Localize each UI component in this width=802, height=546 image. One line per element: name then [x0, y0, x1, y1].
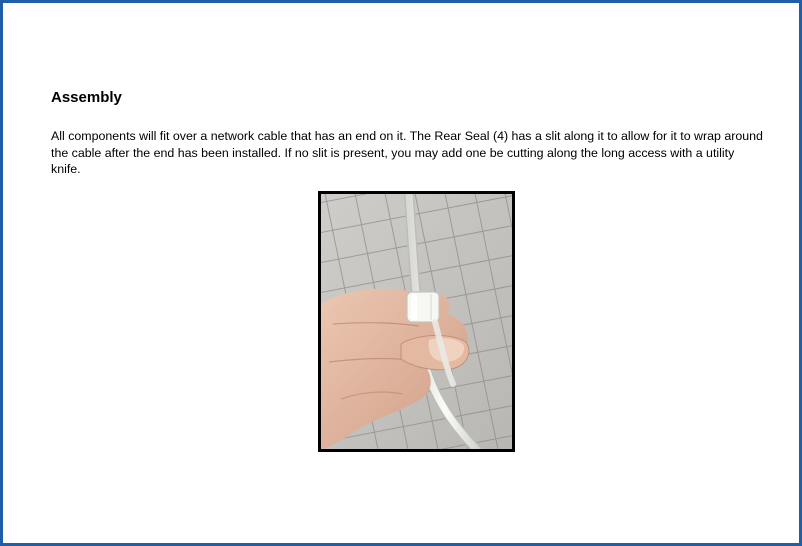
assembly-photo [318, 191, 515, 452]
section-heading: Assembly [51, 89, 122, 106]
photo-hand-cable-seal-icon [321, 194, 512, 449]
section-paragraph: All components will fit over a network cable that has an end on it. The Rear Seal (4) has a slit along it to allow for it to wrap around the cable after the end has been installed. If no slit is present, you may add one be cutting along the long access with a utility knife. [51, 129, 763, 176]
